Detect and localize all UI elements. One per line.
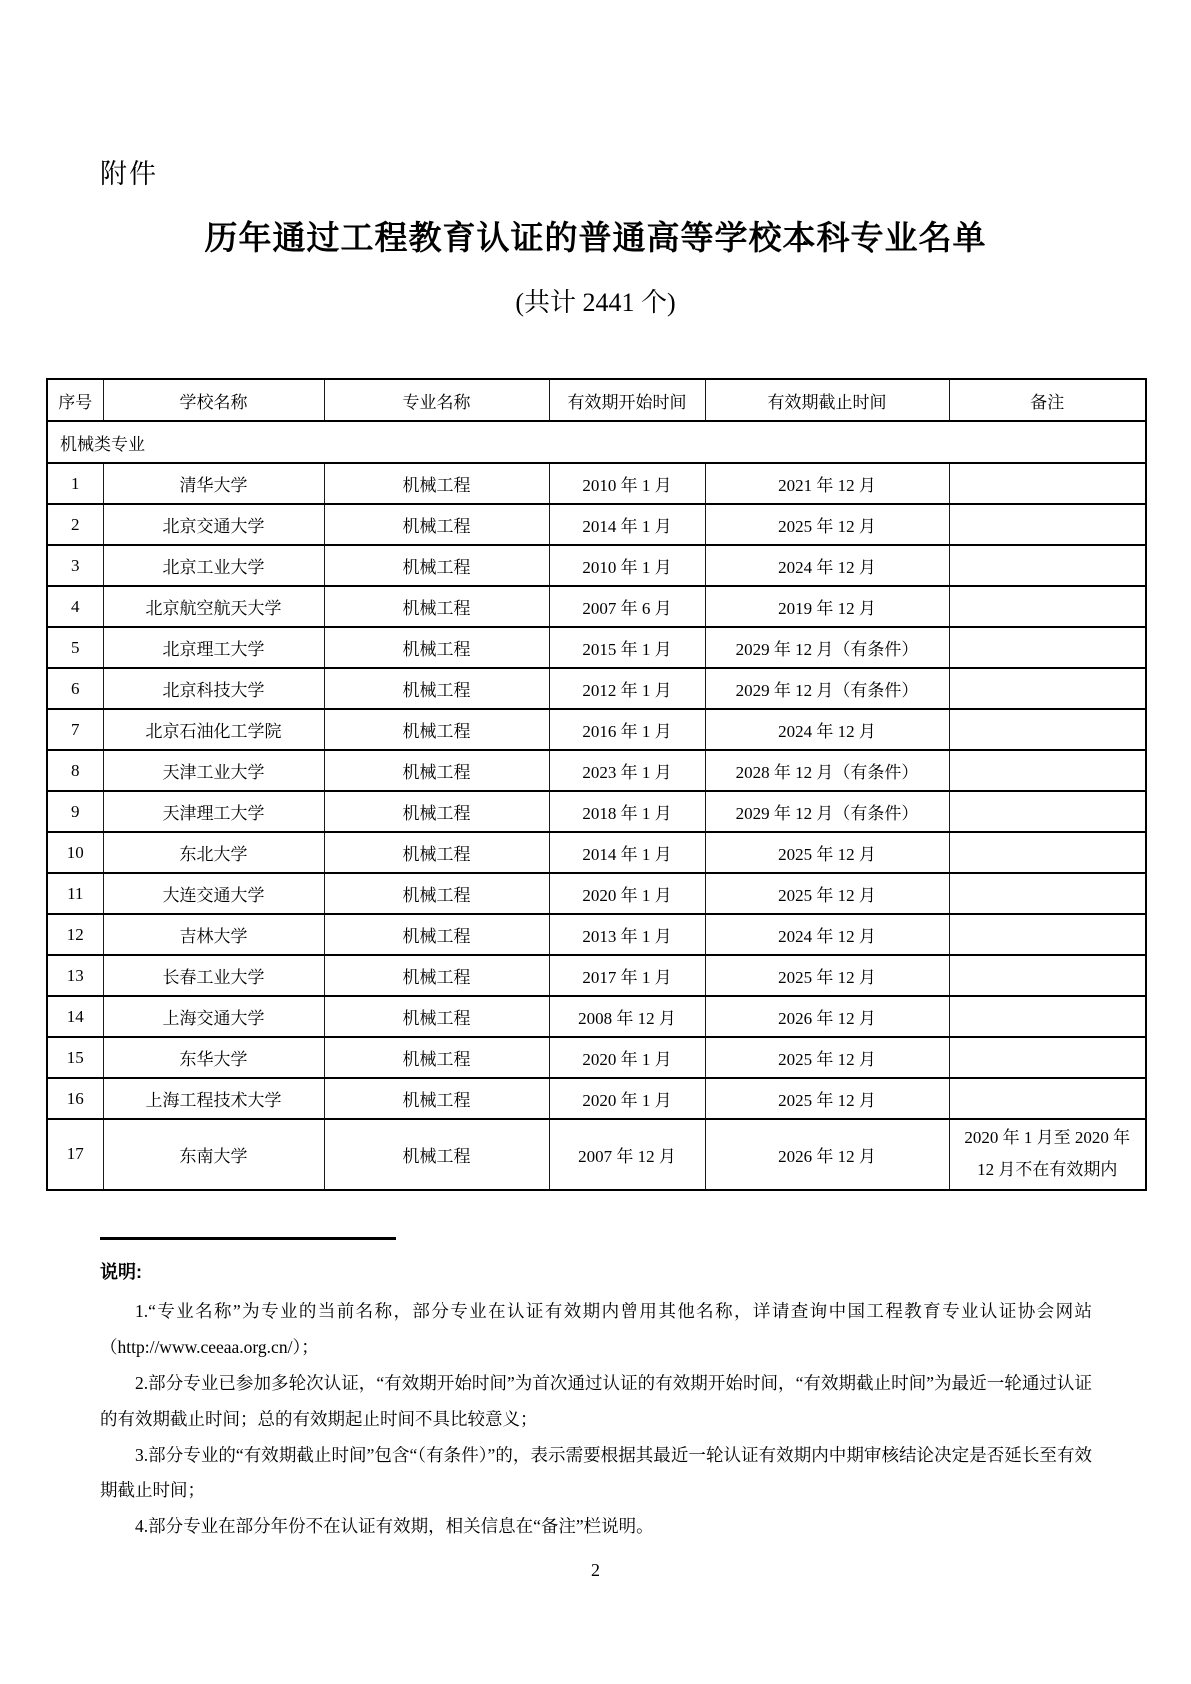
cell-major: 机械工程 [324, 463, 549, 504]
note-item-2: 2.部分专业已参加多轮次认证，“有效期开始时间”为首次通过认证的有效期开始时间，“有效期截止时间”为最近一轮通过认证的有效期截止时间；总的有效期起止时间不具比较意义； [100, 1372, 1092, 1429]
cell-remark [949, 832, 1146, 873]
table-row [47, 750, 1146, 791]
table-row [47, 1078, 1146, 1119]
cell-start: 2014 年 1 月 [549, 504, 705, 545]
cell-end: 2024 年 12 月 [705, 545, 949, 586]
cell-end: 2024 年 12 月 [705, 709, 949, 750]
table-row [47, 668, 1146, 709]
cell-no: 17 [47, 1119, 103, 1190]
cell-school: 上海交通大学 [103, 996, 324, 1037]
cell-end: 2025 年 12 月 [705, 873, 949, 914]
accreditation-table [46, 378, 1147, 1191]
cell-remark [949, 873, 1146, 914]
cell-no: 14 [47, 996, 103, 1037]
table-row [47, 996, 1146, 1037]
cell-no: 2 [47, 504, 103, 545]
page-title: 历年通过工程教育认证的普通高等学校本科专业名单 [204, 221, 987, 257]
notes-section [100, 1258, 1092, 1545]
cell-school: 北京航空航天大学 [103, 586, 324, 627]
cell-school: 东南大学 [103, 1119, 324, 1190]
table-row [47, 545, 1146, 586]
cell-end: 2029 年 12 月（有条件） [705, 627, 949, 668]
page-number: 2 [591, 1560, 600, 1580]
accreditation-table-container [46, 378, 1145, 1191]
cell-no: 10 [47, 832, 103, 873]
cell-end: 2026 年 12 月 [705, 996, 949, 1037]
cell-school: 东北大学 [103, 832, 324, 873]
cell-end: 2019 年 12 月 [705, 586, 949, 627]
cell-end: 2024 年 12 月 [705, 914, 949, 955]
cell-school: 大连交通大学 [103, 873, 324, 914]
table-row [47, 914, 1146, 955]
col-header-index: 序号 [47, 379, 103, 421]
col-header-school: 学校名称 [103, 379, 324, 421]
cell-end: 2025 年 12 月 [705, 1078, 949, 1119]
cell-no: 8 [47, 750, 103, 791]
cell-major: 机械工程 [324, 996, 549, 1037]
cell-remark: 2020 年 1 月至 2020 年 12 月不在有效期内 [949, 1119, 1146, 1190]
cell-end: 2028 年 12 月（有条件） [705, 750, 949, 791]
footnote-separator [100, 1237, 396, 1240]
cell-start: 2008 年 12 月 [549, 996, 705, 1037]
cell-start: 2016 年 1 月 [549, 709, 705, 750]
cell-end: 2021 年 12 月 [705, 463, 949, 504]
cell-remark [949, 463, 1146, 504]
cell-major: 机械工程 [324, 709, 549, 750]
cell-remark [949, 709, 1146, 750]
cell-remark [949, 504, 1146, 545]
cell-major: 机械工程 [324, 750, 549, 791]
cell-major: 机械工程 [324, 832, 549, 873]
cell-school: 长春工业大学 [103, 955, 324, 996]
cell-school: 天津工业大学 [103, 750, 324, 791]
table-row [47, 1037, 1146, 1078]
cell-end: 2029 年 12 月（有条件） [705, 668, 949, 709]
cell-start: 2013 年 1 月 [549, 914, 705, 955]
cell-end: 2025 年 12 月 [705, 955, 949, 996]
cell-end: 2025 年 12 月 [705, 504, 949, 545]
section-label: 机械类专业 [47, 421, 1146, 463]
table-row [47, 463, 1146, 504]
cell-remark [949, 1037, 1146, 1078]
cell-start: 2015 年 1 月 [549, 627, 705, 668]
cell-start: 2007 年 12 月 [549, 1119, 705, 1190]
cell-start: 2020 年 1 月 [549, 1037, 705, 1078]
table-row [47, 832, 1146, 873]
cell-remark [949, 955, 1146, 996]
cell-major: 机械工程 [324, 1078, 549, 1119]
table-row [47, 955, 1146, 996]
cell-remark [949, 914, 1146, 955]
cell-start: 2018 年 1 月 [549, 791, 705, 832]
note-item-3: 3.部分专业的“有效期截止时间”包含“（有条件）”的，表示需要根据其最近一轮认证有效期内中期审核结论决定是否延长至有效期截止时间； [100, 1444, 1092, 1501]
cell-remark [949, 545, 1146, 586]
cell-remark [949, 750, 1146, 791]
cell-no: 16 [47, 1078, 103, 1119]
cell-major: 机械工程 [324, 627, 549, 668]
cell-start: 2020 年 1 月 [549, 1078, 705, 1119]
cell-school: 东华大学 [103, 1037, 324, 1078]
table-header-row [47, 379, 1146, 421]
table-row [47, 873, 1146, 914]
cell-end: 2026 年 12 月 [705, 1119, 949, 1190]
cell-major: 机械工程 [324, 668, 549, 709]
cell-start: 2007 年 6 月 [549, 586, 705, 627]
cell-remark [949, 586, 1146, 627]
table-row [47, 627, 1146, 668]
note-item-4: 4.部分专业在部分年份不在认证有效期，相关信息在“备注”栏说明。 [135, 1516, 654, 1537]
cell-no: 13 [47, 955, 103, 996]
cell-remark [949, 1078, 1146, 1119]
cell-major: 机械工程 [324, 914, 549, 955]
cell-school: 北京理工大学 [103, 627, 324, 668]
table-row [47, 586, 1146, 627]
col-header-end-date: 有效期截止时间 [705, 379, 949, 421]
table-row [47, 1119, 1146, 1190]
cell-school: 北京交通大学 [103, 504, 324, 545]
cell-end: 2029 年 12 月（有条件） [705, 791, 949, 832]
cell-remark [949, 996, 1146, 1037]
table-row [47, 709, 1146, 750]
cell-major: 机械工程 [324, 545, 549, 586]
cell-no: 7 [47, 709, 103, 750]
cell-start: 2010 年 1 月 [549, 463, 705, 504]
cell-major: 机械工程 [324, 955, 549, 996]
notes-heading: 说明: [100, 1262, 142, 1282]
cell-end: 2025 年 12 月 [705, 832, 949, 873]
cell-major: 机械工程 [324, 1119, 549, 1190]
cell-start: 2010 年 1 月 [549, 545, 705, 586]
cell-no: 9 [47, 791, 103, 832]
cell-no: 5 [47, 627, 103, 668]
cell-start: 2012 年 1 月 [549, 668, 705, 709]
cell-major: 机械工程 [324, 504, 549, 545]
cell-school: 吉林大学 [103, 914, 324, 955]
table-row [47, 504, 1146, 545]
page-subtitle: (共计 2441 个) [515, 288, 676, 317]
cell-remark [949, 791, 1146, 832]
cell-major: 机械工程 [324, 586, 549, 627]
cell-remark [949, 627, 1146, 668]
cell-remark [949, 668, 1146, 709]
cell-no: 15 [47, 1037, 103, 1078]
cell-no: 6 [47, 668, 103, 709]
cell-school: 北京科技大学 [103, 668, 324, 709]
note-item-1: 1.“专业名称”为专业的当前名称，部分专业在认证有效期内曾用其他名称，详请查询中国工程教育专业认证协会网站（http://www.ceeaa.org.cn/）； [100, 1301, 1092, 1357]
cell-start: 2014 年 1 月 [549, 832, 705, 873]
table-section-row [47, 421, 1146, 463]
cell-start: 2020 年 1 月 [549, 873, 705, 914]
col-header-major: 专业名称 [324, 379, 549, 421]
cell-major: 机械工程 [324, 873, 549, 914]
attachment-label: 附件 [100, 159, 158, 189]
cell-major: 机械工程 [324, 1037, 549, 1078]
col-header-start-date: 有效期开始时间 [549, 379, 705, 421]
cell-no: 1 [47, 463, 103, 504]
cell-school: 天津理工大学 [103, 791, 324, 832]
cell-school: 北京工业大学 [103, 545, 324, 586]
cell-school: 北京石油化工学院 [103, 709, 324, 750]
table-row [47, 791, 1146, 832]
cell-school: 上海工程技术大学 [103, 1078, 324, 1119]
cell-school: 清华大学 [103, 463, 324, 504]
cell-no: 3 [47, 545, 103, 586]
cell-no: 4 [47, 586, 103, 627]
cell-end: 2025 年 12 月 [705, 1037, 949, 1078]
cell-major: 机械工程 [324, 791, 549, 832]
cell-start: 2017 年 1 月 [549, 955, 705, 996]
cell-no: 11 [47, 873, 103, 914]
col-header-remark: 备注 [949, 379, 1146, 421]
cell-no: 12 [47, 914, 103, 955]
cell-start: 2023 年 1 月 [549, 750, 705, 791]
